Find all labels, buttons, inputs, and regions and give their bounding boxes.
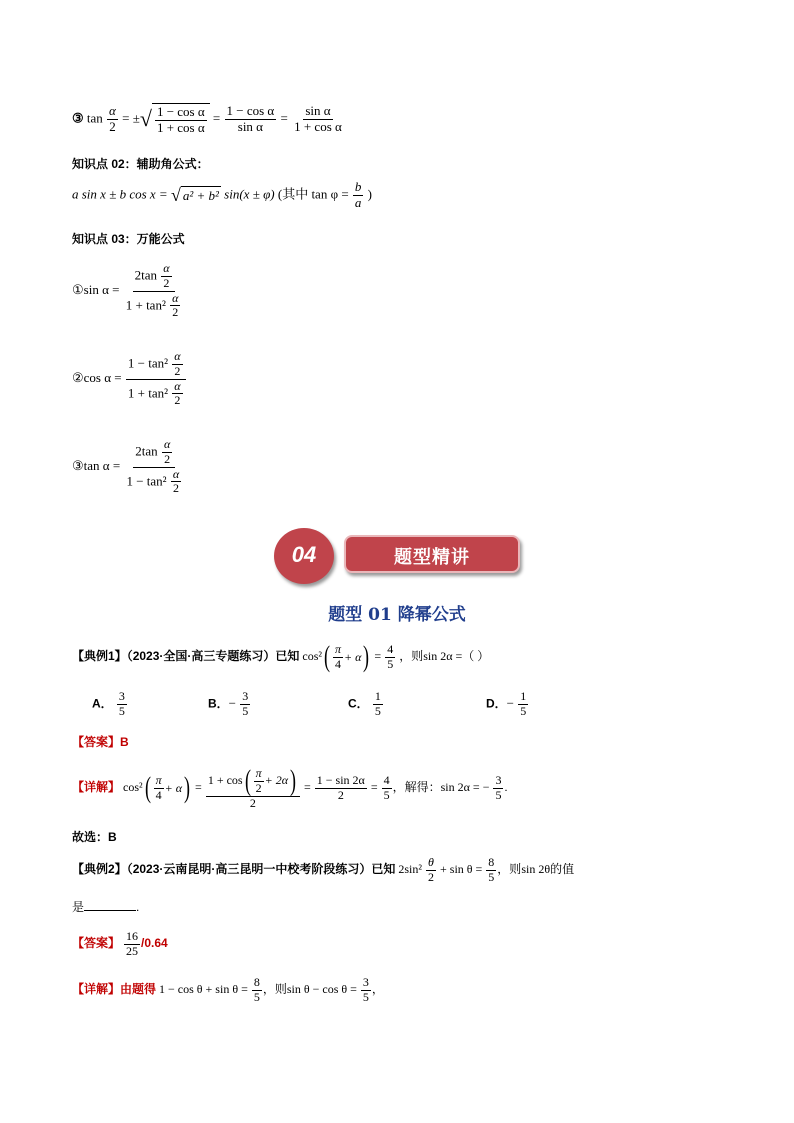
universal-formula-tan: ③tan α = 2tan $\frac{\alpha}{2}$ 1 − tan² $\frac{\alpha}{2}$ [72, 437, 180, 496]
plus-minus: ± [132, 110, 140, 126]
auxiliary-angle-formula: a sin x ± b cos x = √ a² + b² sin(x ± φ) (其中 tan φ = $\frac{b}{a}$ ) [72, 179, 372, 210]
example1-option-c: C． $\frac{1}{5}$ [348, 689, 381, 718]
example2-answer: 【答案】 $\frac{16}{25}$ /0.64 [72, 929, 168, 958]
answer-blank [84, 910, 136, 911]
kp03-heading: 知识点 03：万能公式 [72, 232, 185, 246]
example1-answer: 【答案】B [72, 735, 129, 749]
example1-choose: 故选：B [72, 830, 117, 844]
sqrt-expression: √ $\frac{\text{1 − cos α}}{\text{1 + cos α}}$ [140, 103, 210, 136]
tan-half-angle-formula: ③ tan $\frac{\alpha}{2}$ = ± √ $\frac{\text{1 − cos α}}{\text{1 + cos α}}$ = $\frac{\text{1 − cos α}}{\text{sin α}}$ = $\frac{\text{sin α}}{\text{1 + cos α}}$ [72, 103, 342, 135]
badge-title-pill: 题型精讲 [344, 535, 520, 573]
badge-number-circle: 04 [274, 528, 334, 584]
alpha-over-two: $\frac{\alpha}{2}$ [109, 103, 116, 134]
example1-option-a: A． $\frac{3}{5}$ [92, 689, 125, 718]
fraction-2: $\frac{\text{1 − cos α}}{\text{sin α}}$ [226, 103, 275, 134]
tan-fn: tan [86, 110, 103, 126]
section-title: 题型 01 降幂公式 [328, 605, 466, 625]
kp02-heading: 知识点 02：辅助角公式： [72, 157, 209, 171]
example2-question-line2: 是 . [72, 900, 140, 914]
example1-option-b: B．− $\frac{3}{5}$ [208, 689, 249, 718]
example2-detail: 【详解】由题得 1 − cos θ + sin θ = $\frac{8}{5}$ ，则sin θ − cos θ = $\frac{3}{5}$ ， [72, 975, 384, 1004]
example1-question: 【典例1】（2023·全国·高三专题练习）已知 cos² ( $\frac{\pi}{4}$ + α ) = $\frac{4}{5}$ ，则sin 2α =（ ） [72, 640, 490, 673]
formula-marker: ③ [72, 110, 84, 126]
universal-formula-sin: ①sin α = 2tan $\frac{\alpha}{2}$ 1 + tan² $\frac{\alpha}{2}$ [72, 261, 179, 320]
fraction-3: $\frac{\text{sin α}}{\text{1 + cos α}}$ [294, 103, 342, 134]
example1-detail: 【详解】 cos² ( $\frac{\pi}{4}$ + α ) = 1 + cos ( $\frac{\pi}{2}$ + 2α ) 2 = $\frac{1 - \sin 2\alpha}{2}$ = $\frac{4}{5}$ ，解得：sin 2α = − $\frac{3}{5}$ . [72, 764, 508, 810]
section-badge [274, 528, 524, 584]
universal-formula-cos: ②cos α = 1 − tan² $\frac{\alpha}{2}$ 1 + tan² $\frac{\alpha}{2}$ [72, 350, 187, 408]
example2-question: 【典例2】（2023·云南昆明·高三昆明一中校考阶段练习）已知 2sin² $\frac{\theta}{2}$ + sin θ = $\frac{8}{5}$ ，则sin 2θ的值 [72, 855, 575, 884]
example1-option-d: D．− $\frac{1}{5}$ [486, 689, 527, 718]
